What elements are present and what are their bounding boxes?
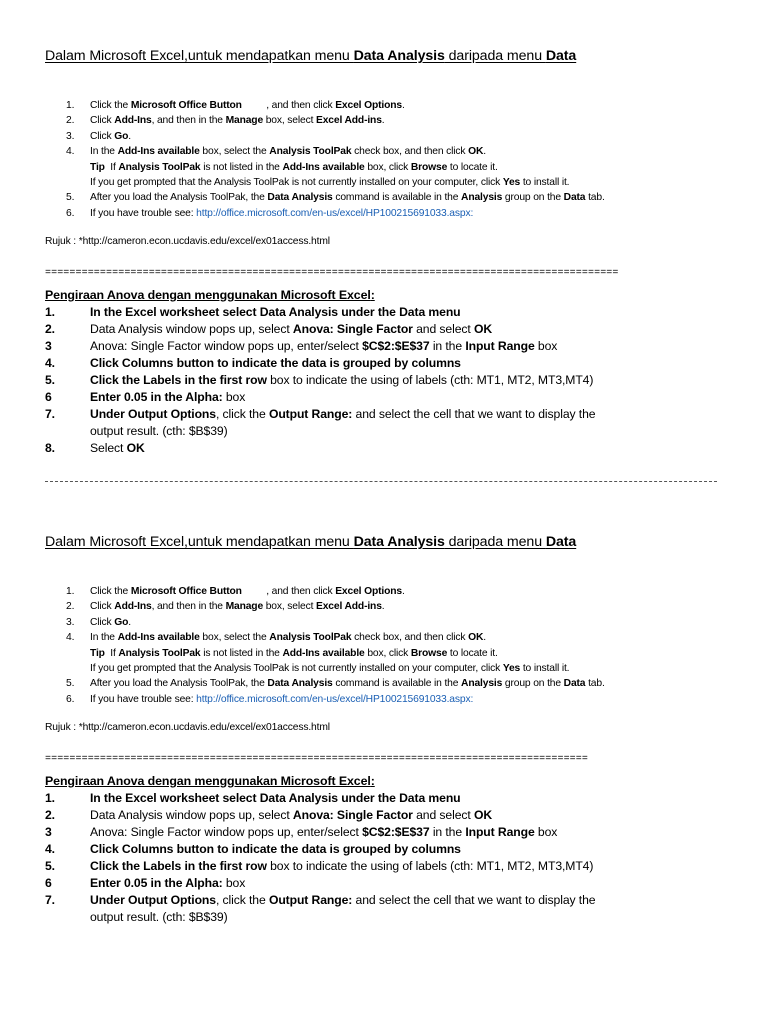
step-text: After you load the Analysis ToolPak, the Data Analysis command is available in the Analysis group on the Data tab.: [90, 192, 605, 204]
setup-step: [66, 129, 605, 144]
anova-step-number: 2.: [45, 322, 55, 336]
step-text: After you load the Analysis ToolPak, the Data Analysis command is available in the Analysis group on the Data tab.: [90, 678, 605, 690]
anova-step: [45, 858, 595, 875]
heading-text: daripada menu: [444, 48, 546, 64]
step-number: 2.: [66, 601, 75, 613]
anova-title-colon: :: [370, 288, 375, 302]
heading-bold-data-analysis: Data Analysis: [353, 534, 445, 550]
step-text: Click the Microsoft Office Button , and then click Excel Options.: [90, 100, 405, 111]
anova-step-number: 1.: [45, 791, 55, 805]
step-text: Click Add-Ins, and then in the Manage box, select Excel Add-ins.: [90, 601, 385, 613]
anova-title: [45, 774, 375, 788]
separator-rule: ==============================================================================================: [45, 268, 619, 279]
anova-step: [45, 892, 595, 926]
anova-step-number: 6: [45, 876, 52, 890]
step-number: 5.: [66, 678, 75, 690]
anova-step-text: Select OK: [90, 441, 145, 455]
anova-step-text: Click Columns button to indicate the data is grouped by columns: [90, 356, 461, 370]
anova-step-text: Data Analysis window pops up, select Anova: Single Factor and select OK: [90, 322, 493, 336]
anova-step-text: Under Output Options, click the Output Range: and select the cell that we want to display the output result. (cth: $B$39): [90, 893, 596, 924]
dashed-divider: [45, 481, 717, 482]
anova-step: [45, 338, 595, 355]
anova-step-number: 7.: [45, 407, 55, 421]
excel-setup-steps: [66, 98, 605, 221]
anova-step-text: Click the Labels in the first row box to indicate the using of labels (cth: MT1, MT2, MT3,MT4): [90, 859, 594, 873]
anova-step: [45, 440, 595, 457]
setup-step: [66, 584, 605, 599]
anova-step-text: Enter 0.05 in the Alpha: box: [90, 390, 246, 404]
anova-steps: [45, 790, 595, 926]
setup-step: [66, 676, 605, 691]
step-text: If you have trouble see: http://office.microsoft.com/en-us/excel/HP100215691033.aspx:: [90, 207, 474, 219]
step-number: 5.: [66, 192, 75, 204]
anova-step-text: Click Columns button to indicate the data is grouped by columns: [90, 842, 461, 856]
anova-step: [45, 406, 595, 440]
step-number: 6.: [66, 693, 75, 705]
step-number: 2.: [66, 115, 75, 127]
anova-step-number: 3: [45, 339, 52, 353]
step-text: In the Add-Ins available box, select the Analysis ToolPak check box, and then click OK. Tip If Analysis ToolPak is not listed in the Add-Ins available box, click Browse to locate it. If you get prompted that the Analysis ToolPak is not currently installed on your computer, click Yes to install it.: [66, 630, 605, 676]
step-number: 1.: [66, 100, 75, 111]
separator-rule: =========================================================================================: [45, 754, 588, 765]
setup-step: [66, 630, 605, 676]
anova-step-number: 4.: [45, 356, 55, 370]
anova-step-subline: output result. (cth: $B$39): [90, 910, 228, 924]
step-subline: Tip If Analysis ToolPak is not listed in the Add-Ins available box, click Browse to locate it.: [90, 647, 498, 659]
heading-bold-data-analysis: Data Analysis: [353, 48, 445, 64]
reference-line: Rujuk : *http://cameron.econ.ucdavis.edu/excel/ex01access.html: [45, 236, 330, 247]
step-text: Click Add-Ins, and then in the Manage box, select Excel Add-ins.: [90, 115, 385, 127]
heading-text: Dalam Microsoft Excel,untuk mendapatkan menu: [45, 534, 354, 550]
anova-step-text: Anova: Single Factor window pops up, enter/select $C$2:$E$37 in the Input Range box: [90, 339, 558, 353]
setup-step: [66, 98, 605, 113]
section-heading: [45, 48, 576, 64]
step-text: If you have trouble see: http://office.microsoft.com/en-us/excel/HP100215691033.aspx:: [90, 693, 474, 705]
anova-step: [45, 321, 595, 338]
step-text: Click Go.: [90, 616, 131, 628]
anova-step-number: 2.: [45, 808, 55, 822]
anova-step-text: Data Analysis window pops up, select Anova: Single Factor and select OK: [90, 808, 493, 822]
anova-step-text: In the Excel worksheet select Data Analysis under the Data menu: [90, 791, 461, 805]
setup-step: [66, 615, 605, 630]
setup-step: [66, 144, 605, 190]
step-number: 3.: [66, 130, 75, 142]
step-number: 1.: [66, 586, 75, 597]
anova-step-text: Under Output Options, click the Output Range: and select the cell that we want to display the output result. (cth: $B$39): [90, 407, 596, 438]
anova-step-text: In the Excel worksheet select Data Analysis under the Data menu: [90, 305, 461, 319]
setup-step: [66, 692, 605, 707]
anova-step-number: 5.: [45, 373, 55, 387]
step-subline: If you get prompted that the Analysis ToolPak is not currently installed on your computer, click Yes to install it.: [90, 177, 570, 189]
anova-step: [45, 841, 595, 858]
heading-bold-data: Data: [545, 534, 577, 550]
excel-setup-steps: [66, 584, 605, 707]
step-subline: If you get prompted that the Analysis ToolPak is not currently installed on your computer, click Yes to install it.: [90, 663, 570, 675]
section-heading: [45, 534, 576, 550]
anova-step: [45, 790, 595, 807]
heading-text: Dalam Microsoft Excel,untuk mendapatkan menu: [45, 48, 354, 64]
anova-title-text: Pengiraan Anova dengan menggunakan Microsoft Excel: [45, 288, 371, 302]
anova-step-number: 7.: [45, 893, 55, 907]
step-number: 4.: [66, 632, 75, 644]
step-number: 3.: [66, 616, 75, 628]
heading-bold-data: Data: [545, 48, 577, 64]
step-text: Click Go.: [90, 130, 131, 142]
reference-line: Rujuk : *http://cameron.econ.ucdavis.edu/excel/ex01access.html: [45, 722, 330, 733]
anova-step: [45, 355, 595, 372]
anova-step: [45, 389, 595, 406]
step-number: 6.: [66, 207, 75, 219]
step-subline: Tip If Analysis ToolPak is not listed in the Add-Ins available box, click Browse to locate it.: [90, 161, 498, 173]
setup-step: [66, 113, 605, 128]
anova-step-number: 5.: [45, 859, 55, 873]
anova-title: [45, 288, 375, 302]
anova-step-subline: output result. (cth: $B$39): [90, 424, 228, 438]
anova-steps: [45, 304, 595, 457]
anova-step-number: 3: [45, 825, 52, 839]
anova-step: [45, 372, 595, 389]
anova-step: [45, 875, 595, 892]
anova-step-number: 1.: [45, 305, 55, 319]
setup-step: [66, 190, 605, 205]
anova-step-text: Anova: Single Factor window pops up, enter/select $C$2:$E$37 in the Input Range box: [90, 825, 558, 839]
anova-title-text: Pengiraan Anova dengan menggunakan Microsoft Excel: [45, 774, 371, 788]
anova-step: [45, 807, 595, 824]
heading-text: daripada menu: [444, 534, 546, 550]
anova-step: [45, 824, 595, 841]
anova-step: [45, 304, 595, 321]
setup-step: [66, 206, 605, 221]
step-number: 4.: [66, 146, 75, 158]
anova-step-number: 6: [45, 390, 52, 404]
anova-step-number: 4.: [45, 842, 55, 856]
anova-step-text: Click the Labels in the first row box to indicate the using of labels (cth: MT1, MT2, MT3,MT4): [90, 373, 594, 387]
anova-title-colon: :: [370, 774, 375, 788]
anova-step-text: Enter 0.05 in the Alpha: box: [90, 876, 246, 890]
setup-step: [66, 599, 605, 614]
step-text: In the Add-Ins available box, select the Analysis ToolPak check box, and then click OK. Tip If Analysis ToolPak is not listed in the Add-Ins available box, click Browse to locate it. If you get prompted that the Analysis ToolPak is not currently installed on your computer, click Yes to install it.: [66, 144, 605, 190]
anova-step-number: 8.: [45, 441, 55, 455]
step-text: Click the Microsoft Office Button , and then click Excel Options.: [90, 586, 405, 597]
